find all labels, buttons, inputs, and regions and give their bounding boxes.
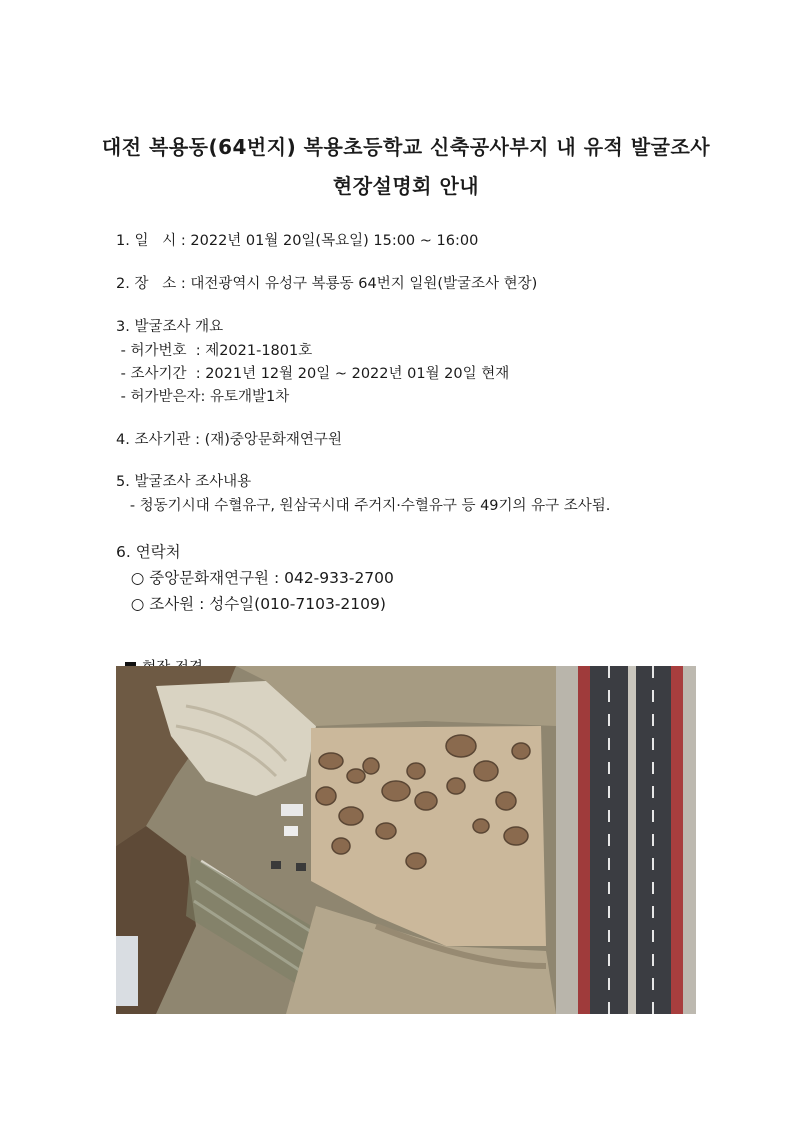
item-agency: 4. 조사기관 : (재)중앙문화재연구원 xyxy=(116,432,342,448)
item-contents: - 청동기시대 수혈유구, 원삼국시대 주거지·수혈유구 등 49기의 유구 조사됨. xyxy=(116,498,611,514)
item-contact-institute: ○ 중앙문화재연구원 : 042-933-2700 xyxy=(116,569,394,587)
item-contact-heading: 6. 연락처 xyxy=(116,543,181,561)
document-title-line2: 현장설명회 안내 xyxy=(332,174,480,198)
item-overview-heading: 3. 발굴조사 개요 xyxy=(116,319,224,335)
item-contact-researcher: ○ 조사원 : 성수일(010-7103-2109) xyxy=(116,595,386,613)
item-survey-period: - 조사기간 : 2021년 12월 20일 ~ 2022년 01월 20일 현재 xyxy=(116,366,510,382)
item-date: 1. 일 시 : 2022년 01월 20일(목요일) 15:00 ~ 16:00 xyxy=(116,233,479,249)
item-place: 2. 장 소 : 대전광역시 유성구 복룡동 64번지 일원(발굴조사 현장) xyxy=(116,276,538,292)
aerial-site-photo xyxy=(116,666,696,1014)
document-title-line1: 대전 복용동(64번지) 복용초등학교 신축공사부지 내 유적 발굴조사 xyxy=(101,135,711,159)
item-permittee: - 허가받은자: 유토개발1차 xyxy=(116,389,290,405)
item-permit-number: - 허가번호 : 제2021-1801호 xyxy=(116,343,313,359)
item-contents-heading: 5. 발굴조사 조사내용 xyxy=(116,474,252,490)
